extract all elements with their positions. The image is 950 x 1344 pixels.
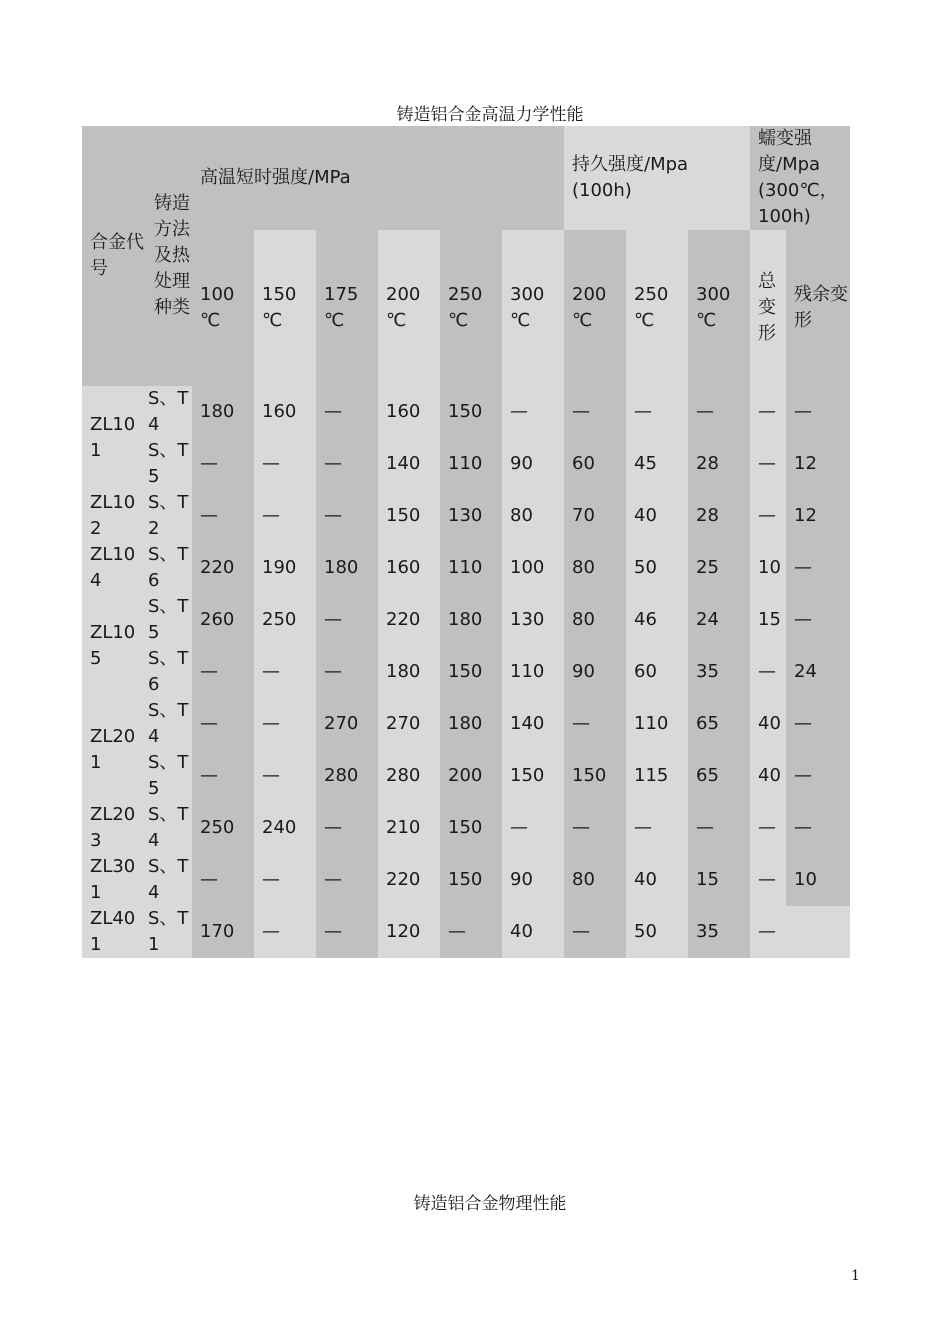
value-cell: 115	[626, 750, 688, 802]
value-cell: —	[786, 386, 850, 438]
value-cell: —	[254, 698, 316, 750]
table-row	[82, 802, 850, 854]
table-row	[82, 698, 850, 750]
value-cell: 35	[688, 906, 750, 958]
value-cell: 70	[564, 490, 626, 542]
value-cell: —	[688, 802, 750, 854]
alloy-code-cell: ZL101	[82, 386, 146, 490]
alloy-code-cell: ZL203	[82, 802, 146, 854]
value-cell: 130	[502, 594, 564, 646]
header-residual-deformation: 残余变形	[786, 230, 850, 386]
value-cell: —	[750, 906, 786, 958]
value-cell: 60	[564, 438, 626, 490]
alloy-code-cell: ZL104	[82, 542, 146, 594]
value-cell: 220	[378, 854, 440, 906]
value-cell: 80	[502, 490, 564, 542]
header-temp: 250 ℃	[626, 230, 688, 386]
value-cell: 150	[440, 802, 502, 854]
value-cell: —	[192, 854, 254, 906]
alloy-code-cell: ZL105	[82, 594, 146, 698]
value-cell: —	[786, 750, 850, 802]
high-temp-properties-table	[82, 126, 850, 958]
value-cell: 280	[378, 750, 440, 802]
value-cell: 150	[564, 750, 626, 802]
value-cell: 40	[626, 490, 688, 542]
method-cell: S、T6	[146, 646, 192, 698]
table-row	[82, 542, 850, 594]
value-cell: 90	[502, 438, 564, 490]
value-cell: —	[254, 438, 316, 490]
value-cell: —	[192, 438, 254, 490]
value-cell: —	[316, 490, 378, 542]
value-cell: 15	[750, 594, 786, 646]
value-cell: —	[192, 698, 254, 750]
method-cell: S、T5	[146, 750, 192, 802]
header-total-deformation: 总变形	[750, 230, 786, 386]
value-cell: 150	[440, 386, 502, 438]
header-temp: 100 ℃	[192, 230, 254, 386]
value-cell: 110	[502, 646, 564, 698]
value-cell: 10	[786, 854, 850, 906]
value-cell: —	[750, 646, 786, 698]
method-cell: S、T1	[146, 906, 192, 958]
value-cell: 46	[626, 594, 688, 646]
value-cell: 90	[564, 646, 626, 698]
value-cell: —	[750, 490, 786, 542]
value-cell: 24	[786, 646, 850, 698]
value-cell: —	[750, 386, 786, 438]
value-cell: 25	[688, 542, 750, 594]
value-cell: 15	[688, 854, 750, 906]
value-cell: —	[786, 802, 850, 854]
value-cell: 80	[564, 542, 626, 594]
table-row	[82, 750, 850, 802]
value-cell: —	[316, 594, 378, 646]
value-cell: 40	[502, 906, 564, 958]
alloy-code-cell: ZL401	[82, 906, 146, 958]
value-cell: 220	[378, 594, 440, 646]
value-cell: —	[192, 490, 254, 542]
value-cell: 45	[626, 438, 688, 490]
header-alloy-code: 合金代号	[82, 126, 146, 386]
value-cell: —	[254, 854, 316, 906]
method-cell: S、T5	[146, 594, 192, 646]
value-cell: 28	[688, 490, 750, 542]
table-row	[82, 438, 850, 490]
value-cell: 24	[688, 594, 750, 646]
header-temp: 200 ℃	[564, 230, 626, 386]
value-cell: 180	[192, 386, 254, 438]
value-cell: 40	[750, 750, 786, 802]
value-cell: —	[254, 646, 316, 698]
value-cell: —	[502, 802, 564, 854]
value-cell: —	[564, 802, 626, 854]
value-cell: 80	[564, 594, 626, 646]
value-cell: 60	[626, 646, 688, 698]
value-cell: 270	[378, 698, 440, 750]
value-cell: —	[750, 802, 786, 854]
value-cell: 50	[626, 906, 688, 958]
page-number: 1	[851, 1268, 860, 1284]
value-cell: —	[786, 594, 850, 646]
value-cell: 140	[502, 698, 564, 750]
value-cell: —	[688, 386, 750, 438]
value-cell: 130	[440, 490, 502, 542]
value-cell: 100	[502, 542, 564, 594]
value-cell: 65	[688, 698, 750, 750]
value-cell: —	[564, 698, 626, 750]
value-cell: —	[316, 906, 378, 958]
value-cell: 150	[440, 854, 502, 906]
value-cell: —	[502, 386, 564, 438]
value-cell: —	[626, 386, 688, 438]
method-cell: S、T2	[146, 490, 192, 542]
value-cell: 180	[440, 698, 502, 750]
value-cell: 250	[192, 802, 254, 854]
value-cell: 90	[502, 854, 564, 906]
value-cell: 35	[688, 646, 750, 698]
value-cell: 180	[316, 542, 378, 594]
value-cell: 210	[378, 802, 440, 854]
value-cell: 28	[688, 438, 750, 490]
table-row	[82, 490, 850, 542]
value-cell: —	[786, 698, 850, 750]
value-cell: —	[440, 906, 502, 958]
alloy-code-cell: ZL201	[82, 698, 146, 802]
value-cell: —	[316, 386, 378, 438]
value-cell: —	[316, 438, 378, 490]
value-cell: —	[316, 802, 378, 854]
header-temp: 300 ℃	[502, 230, 564, 386]
value-cell: 80	[564, 854, 626, 906]
value-cell: 160	[378, 386, 440, 438]
table-row	[82, 906, 850, 958]
value-cell: 220	[192, 542, 254, 594]
value-cell: —	[254, 750, 316, 802]
value-cell: 12	[786, 490, 850, 542]
value-cell: —	[316, 646, 378, 698]
value-cell: 150	[378, 490, 440, 542]
method-cell: S、T4	[146, 386, 192, 438]
value-cell: 180	[440, 594, 502, 646]
value-cell: 190	[254, 542, 316, 594]
value-cell: 150	[502, 750, 564, 802]
header-temp: 150 ℃	[254, 230, 316, 386]
value-cell: —	[192, 750, 254, 802]
value-cell: —	[316, 854, 378, 906]
value-cell: 160	[378, 542, 440, 594]
value-cell: 160	[254, 386, 316, 438]
value-cell: 10	[750, 542, 786, 594]
value-cell: 240	[254, 802, 316, 854]
section-title: 铸造铝合金物理性能	[413, 1194, 567, 1214]
header-temp: 250 ℃	[440, 230, 502, 386]
value-cell: 110	[626, 698, 688, 750]
value-cell: 170	[192, 906, 254, 958]
value-cell: 120	[378, 906, 440, 958]
value-cell: 150	[440, 646, 502, 698]
alloy-code-cell: ZL301	[82, 854, 146, 906]
value-cell: —	[786, 542, 850, 594]
header-creep-strength: 蠕变强度/Mpa (300℃，100h)	[750, 126, 850, 230]
method-cell: S、T5	[146, 438, 192, 490]
table-row	[82, 386, 850, 438]
value-cell: —	[626, 802, 688, 854]
header-temp: 300 ℃	[688, 230, 750, 386]
header-temp: 200 ℃	[378, 230, 440, 386]
value-cell: 65	[688, 750, 750, 802]
value-cell: —	[254, 490, 316, 542]
value-cell: —	[192, 646, 254, 698]
value-cell	[786, 906, 850, 958]
value-cell: 140	[378, 438, 440, 490]
value-cell: 40	[750, 698, 786, 750]
value-cell: 180	[378, 646, 440, 698]
method-cell: S、T4	[146, 854, 192, 906]
value-cell: 50	[626, 542, 688, 594]
value-cell: 200	[440, 750, 502, 802]
value-cell: —	[750, 854, 786, 906]
header-casting-method: 铸造方法及热处理种类	[146, 126, 192, 386]
table-row	[82, 854, 850, 906]
table-row	[82, 594, 850, 646]
value-cell: 40	[626, 854, 688, 906]
value-cell: —	[254, 906, 316, 958]
value-cell: —	[750, 438, 786, 490]
method-cell: S、T6	[146, 542, 192, 594]
value-cell: —	[564, 906, 626, 958]
value-cell: 110	[440, 542, 502, 594]
value-cell: 110	[440, 438, 502, 490]
header-short-term-strength: 高温短时强度/MPa	[192, 126, 564, 230]
table-title: 铸造铝合金高温力学性能	[396, 105, 584, 125]
value-cell: 260	[192, 594, 254, 646]
alloy-code-cell: ZL102	[82, 490, 146, 542]
value-cell: —	[564, 386, 626, 438]
header-temp: 175 ℃	[316, 230, 378, 386]
method-cell: S、T4	[146, 802, 192, 854]
value-cell: 280	[316, 750, 378, 802]
value-cell: 270	[316, 698, 378, 750]
header-endurance-strength: 持久强度/Mpa (100h)	[564, 126, 750, 230]
value-cell: 12	[786, 438, 850, 490]
table-row	[82, 646, 850, 698]
method-cell: S、T4	[146, 698, 192, 750]
value-cell: 250	[254, 594, 316, 646]
